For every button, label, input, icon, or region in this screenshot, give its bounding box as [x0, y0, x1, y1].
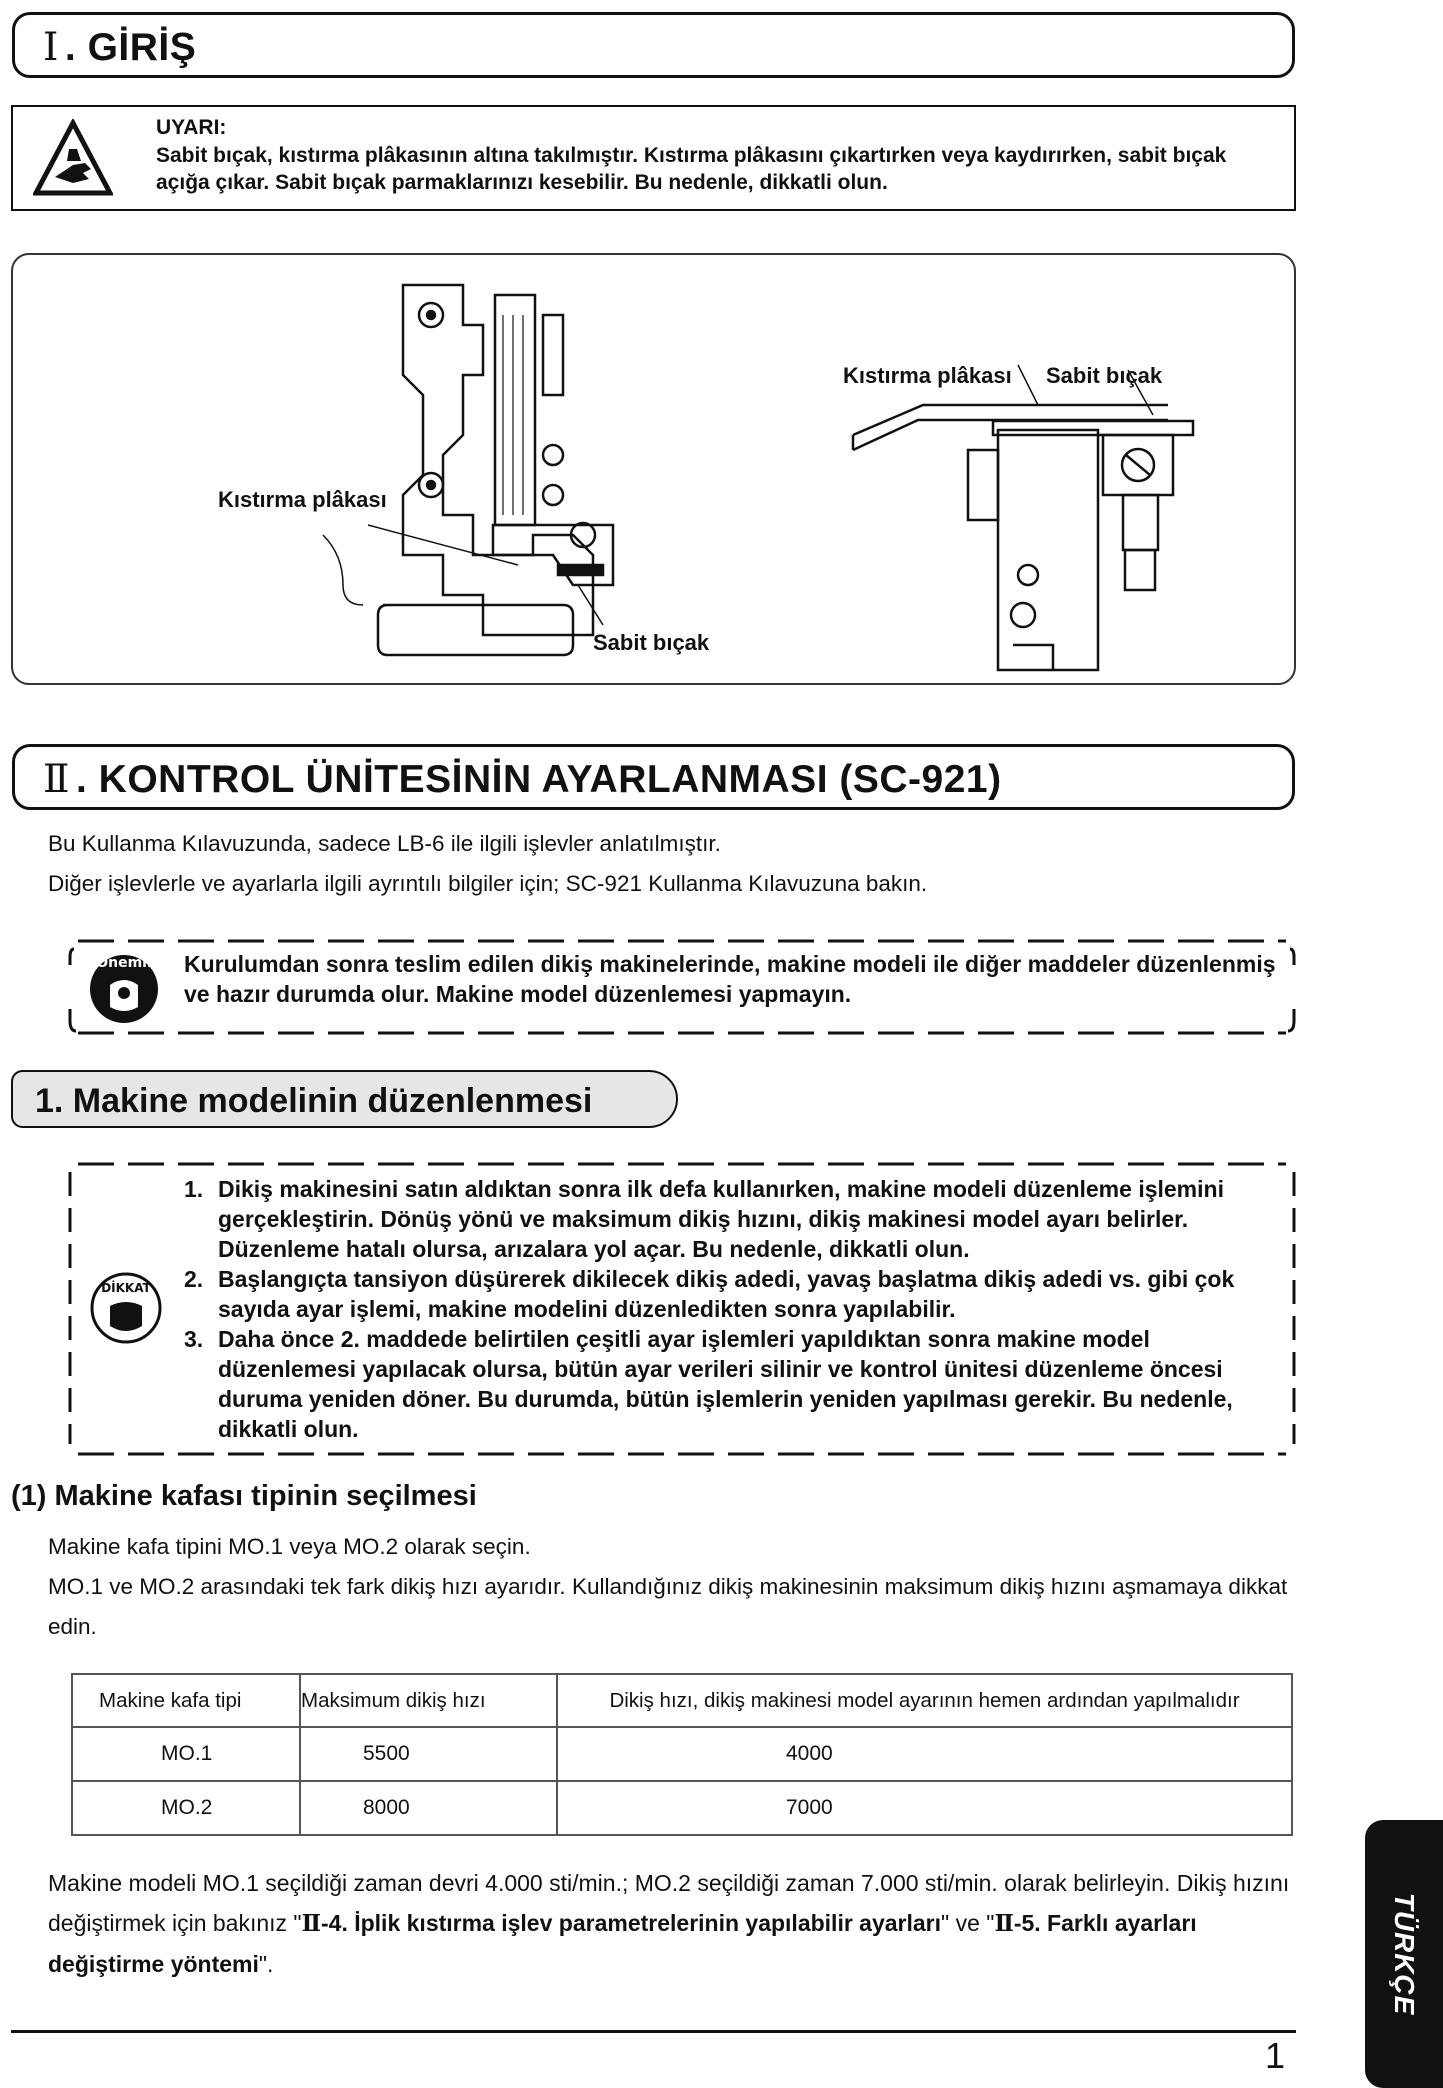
speed-table: [71, 1673, 1293, 1836]
section-2-header: [12, 744, 1295, 810]
select-line-1: Makine kafa tipini MO.1 veya MO.2 olarak seçin.: [48, 1534, 531, 1559]
machine-diagram: [13, 255, 1298, 687]
page-number: 1: [1265, 2035, 1286, 2076]
select-line-2: MO.1 ve MO.2 arasındaki tek fark dikiş hızı ayarıdır. Kullandığınız dikiş makinesinin maksimum dikiş hızını aşmamaya dikkat edin.: [48, 1574, 1288, 1639]
table-cell: 4000: [557, 1727, 1292, 1781]
label-clamp-plate-right: Kıstırma plâkası: [843, 363, 1012, 388]
language-tab-label: TÜRKÇE: [1389, 1892, 1420, 2016]
table-header-row: [72, 1674, 1292, 1727]
label-fixed-knife-right: Sabit bıçak: [1046, 363, 1163, 388]
table-header-cell: Maksimum dikiş hızı: [300, 1674, 557, 1727]
table-cell: MO.2: [72, 1781, 300, 1835]
label-clamp-plate-left: Kıstırma plâkası: [218, 487, 387, 512]
intro-line-2: Diğer işlevlerle ve ayarlarla ilgili ayrıntılı bilgiler için; SC-921 Kullanma Kılavuzuna bakın.: [48, 871, 928, 896]
warning-text: Sabit bıçak, kıstırma plâkasının altına takılmıştır. Kıstırma plâkasını çıkartırken veya kaydırırken, sabit bıçak açığa çıkar. Sabit bıçak parmaklarınızı kesebilir. Bu nedenle, dikkatli olun.: [156, 144, 1227, 194]
caution-hand-icon: [88, 1270, 164, 1346]
subsection-1-header: [11, 1070, 678, 1128]
table-cell: 7000: [557, 1781, 1292, 1835]
table-row: [72, 1781, 1292, 1835]
important-icon: [86, 949, 162, 1025]
caution-list: [184, 1174, 1284, 1444]
hand-cut-warning-icon: [33, 119, 113, 199]
important-note-box: [68, 935, 1296, 1039]
intro-line-1: Bu Kullanma Kılavuzunda, sadece LB-6 ile ilgili işlevler anlatılmıştır.: [48, 831, 721, 856]
table-header-cell: Makine kafa tipi: [72, 1674, 300, 1727]
language-tab: [1365, 1820, 1443, 2088]
section-1-header: [12, 12, 1295, 78]
caution-item: 1. Dikiş makinesini satın aldıktan sonra ilk defa kullanırken, makine modeli düzenleme işlemini gerçekleştirin. Dönüş yönü ve maksimum dikiş hızını, dikiş makinesi model ayarı belirler. Düzenleme hatalı olursa, arızalara yol açar. Bu nedenle, dikkatli olun.: [184, 1176, 1224, 1262]
table-cell: 8000: [300, 1781, 557, 1835]
important-text: Kurulumdan sonra teslim edilen dikiş makinelerinde, makine modeli ile diğer maddeler düzenlenmiş ve hazır durumda olur. Makine model düzenlemesi yapmayın.: [184, 951, 1276, 1007]
caution-note-box: [68, 1158, 1296, 1460]
table-cell: MO.1: [72, 1727, 300, 1781]
label-fixed-knife-left: Sabit bıçak: [593, 630, 710, 655]
footer-rule: [11, 2030, 1296, 2033]
warning-title: UYARI:: [156, 116, 227, 139]
caution-item: 2. Başlangıçta tansiyon düşürerek dikilecek dikiş adedi, yavaş başlatma dikiş adedi vs. gibi çok sayıda ayar işlemi, makine modelini düzenledikten sonra yapılabilir.: [184, 1266, 1235, 1322]
final-paragraph: Makine modeli MO.1 seçildiği zaman devri 4.000 sti/min.; MO.2 seçildiği zaman 7.000 sti/min. olarak belirleyin. Dikiş hızını değiştirmek için bakınız "Ⅱ-4. İplik kıstırma işlev parametrelerinin yapılabilir ayarları" ve "Ⅱ-5. Farklı ayarları değiştirme yöntemi".: [48, 1870, 1290, 1977]
table-cell: 5500: [300, 1727, 557, 1781]
warning-box: [11, 105, 1296, 211]
svg-text:Önemli: Önemli: [96, 955, 152, 971]
subsection-1-title: 1. Makine modelinin düzenlenmesi: [35, 1082, 593, 1120]
figure-box: [11, 253, 1296, 685]
subsubsection-title: (1) Makine kafası tipinin seçilmesi: [11, 1480, 477, 1512]
svg-text:DİKKAT: DİKKAT: [101, 1281, 151, 1295]
table-header-cell: Dikiş hızı, dikiş makinesi model ayarının hemen ardından yapılmalıdır: [557, 1674, 1292, 1727]
table-row: [72, 1727, 1292, 1781]
section-2-title: Ⅱ . KONTROL ÜNİTESİNİN AYARLANMASI (SC-921): [43, 757, 1002, 802]
section-1-title: Ⅰ . GİRİŞ: [43, 25, 197, 70]
caution-item: 3. Daha önce 2. maddede belirtilen çeşitli ayar işlemleri yapıldıktan sonra makine model düzenlemesi yapılacak olursa, bütün ayar verileri silinir ve kontrol ünitesi düzenleme öncesi duruma yeniden döner. Bu durumda, bütün işlemlerin yeniden yapılması gerekir. Bu nedenle, dikkatli olun.: [184, 1326, 1233, 1442]
